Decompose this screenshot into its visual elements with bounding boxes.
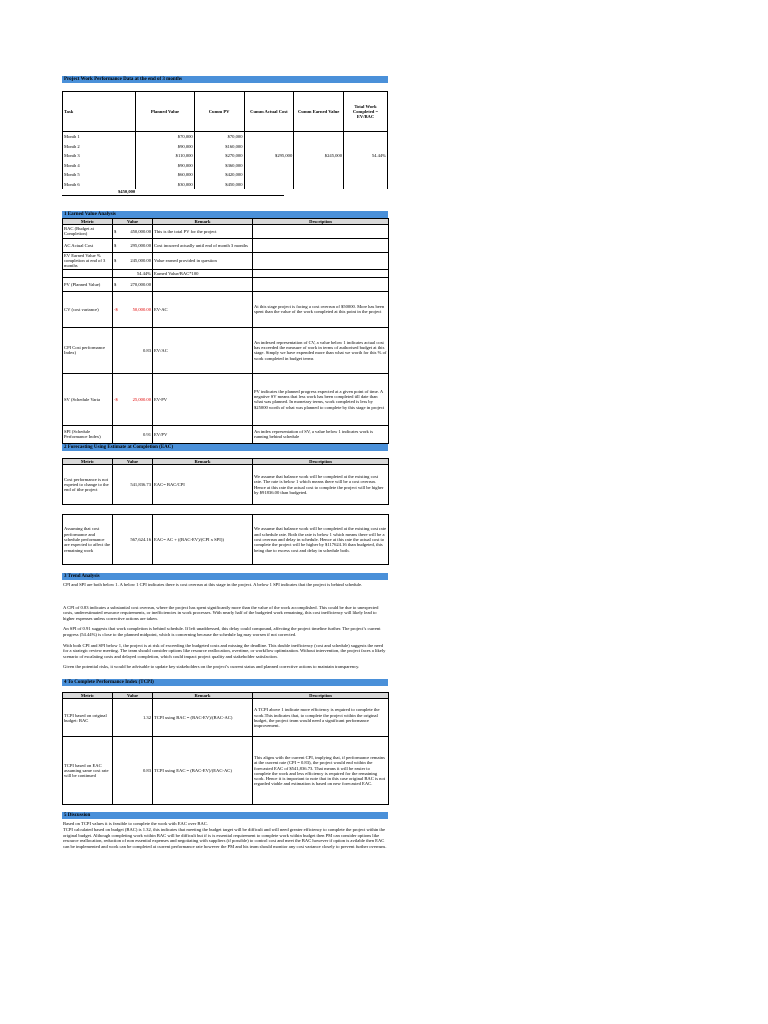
paragraph: Based on TCPI values it is feasible to complete the work with EAC over BAC. bbox=[63, 821, 208, 827]
header-task: Task bbox=[63, 92, 136, 132]
cumm-ac-cell bbox=[244, 180, 294, 190]
value-number: 54.44% bbox=[136, 270, 151, 276]
metric-cell: Cost performance is not expeted to change to the end of tthe project bbox=[63, 465, 113, 505]
table-row bbox=[63, 238, 389, 252]
report-page bbox=[62, 76, 388, 849]
cumm-ac-cell: $295,000 bbox=[244, 151, 294, 161]
section-title-bar bbox=[62, 812, 388, 819]
description-cell bbox=[253, 269, 389, 277]
section-title-bar bbox=[62, 76, 388, 83]
header-metric: Metric bbox=[63, 218, 113, 224]
currency-sign: $ bbox=[114, 228, 117, 234]
value-cell: 1.32 bbox=[113, 699, 153, 737]
table-row bbox=[63, 151, 388, 161]
table-row bbox=[63, 327, 389, 373]
currency-sign: -$ bbox=[114, 396, 118, 402]
description-cell: At this stage project is facing a cost overrun of $50000. More has been spent than the value of the work completed at this point in the project bbox=[253, 291, 389, 327]
tcpi-table bbox=[62, 692, 389, 805]
planned-value-cell: $60,000 bbox=[136, 170, 195, 180]
value-cell: 567,624.16 bbox=[113, 515, 153, 565]
eac-table bbox=[62, 458, 389, 505]
section-title: 4 To Complete Performance Index (TCPI) bbox=[64, 680, 154, 686]
value-cell bbox=[113, 373, 153, 425]
value-cell bbox=[113, 291, 153, 327]
table-row bbox=[63, 269, 389, 277]
planned-value-cell: $110,000 bbox=[136, 151, 195, 161]
planned-value-cell: $30,000 bbox=[136, 180, 195, 190]
value-number: 0.83 bbox=[142, 347, 151, 353]
metric-cell: PV (Planned Value) bbox=[63, 277, 113, 291]
description-cell: A TCPI above 1 indicate more efficiency is required to complete the work.This indicates that, to complete the project within the original budget, the project team would need a significant performance improvement. bbox=[253, 699, 389, 737]
section-title: 3 Trend Analysis bbox=[64, 574, 100, 580]
value-cell bbox=[113, 269, 153, 277]
header-metric: Metric bbox=[63, 458, 113, 464]
description-cell: This aligns with the current CPI, implying that, if performance remains at the current rate (CPI = 0.83), the project would end within the forecasted EAC of $541,836.73. That means it will be easier to complete the work and less efficiency is required for the remaining work. Hence it is important to note that in this case original BAC is not regarded viable and estimation is based on new forecasted EAC. bbox=[253, 737, 389, 805]
cumm-ev-cell bbox=[294, 142, 344, 152]
value-number: 0.91 bbox=[142, 431, 151, 437]
metric-cell: CPI Cost performance Index) bbox=[63, 327, 113, 373]
remark-cell: EV-AC bbox=[153, 291, 253, 327]
paragraph: A CPI of 0.83 indicates a substantial cost overrun, where the project has spent significantly more than the value of the work accomplished. This could be due to unexpected costs, underestimated resource requirements, or inefficiencies in work processes. With nearly half of the budgeted work remaining, this cost inefficiency will likely lead to higher expenses unless corrective actions are taken. bbox=[63, 604, 379, 621]
value-cell bbox=[113, 252, 153, 269]
currency-sign: $ bbox=[114, 242, 117, 248]
metric-cell: TCPI based on original budget: BAC bbox=[63, 699, 113, 737]
description-cell bbox=[253, 277, 389, 291]
section-title: 2 Forecasting Using Estimate at Completion (EAC) bbox=[64, 444, 174, 450]
paragraph: An SPI of 0.91 suggests that work completion is behind schedule. If left unaddressed, this delay could compound, affecting the project timeline further. The project’s current progress (54.44%) is close to the planned midpoint, which is concerning because the schedule lag may worsen if not corrected. bbox=[63, 626, 381, 638]
value-cell bbox=[113, 224, 153, 238]
table-row bbox=[63, 425, 389, 443]
cumm-ev-cell bbox=[294, 132, 344, 142]
value-cell bbox=[113, 277, 153, 291]
table-row bbox=[63, 277, 389, 291]
metric-cell: AC Actual Cost bbox=[63, 238, 113, 252]
total-work-cell bbox=[344, 161, 388, 171]
cumm-ac-cell bbox=[244, 132, 294, 142]
section-title: 1 Earned Value Analysis bbox=[64, 211, 116, 217]
task-cell: Month 6 bbox=[63, 180, 136, 190]
planned-value-cell: $70,000 bbox=[136, 132, 195, 142]
remark-cell: Value earned provided in question bbox=[153, 252, 253, 269]
table-row bbox=[63, 291, 389, 327]
paragraph: Given the potential risks, it would be advisable to update key stakeholders on the project’s current status and planned corrective actions to maintain transparency. bbox=[63, 664, 360, 670]
cumm-pv-cell: $70,000 bbox=[194, 132, 244, 142]
section-title: Project Work Performance Data at the end of 3 months bbox=[64, 77, 182, 82]
header-metric: Metric bbox=[63, 693, 113, 699]
description-cell bbox=[253, 238, 389, 252]
value-number: 270,000.00 bbox=[130, 281, 151, 287]
cumm-ac-cell bbox=[244, 170, 294, 180]
table-row bbox=[63, 737, 389, 805]
table-row bbox=[63, 170, 388, 180]
description-cell: An index representation of SV, a value below 1 indicates work is running behind schedule bbox=[253, 425, 389, 443]
description-cell: We assume that balance work will be completed at the existing cost rate and schedule rate. Both the rate is below 1 which means there will be a cost overrun and delay in schedule. Hence at this rate the actual cost to complete the project will be higher by $117624.16 than budgeted, this being due to excess cost and delay in schedule both. bbox=[253, 515, 389, 565]
remark-cell: TCPI using EAC = (BAC-EV)/(EAC-AC) bbox=[153, 737, 253, 805]
cumm-pv-cell: $420,000 bbox=[194, 170, 244, 180]
header-remark: Remark bbox=[153, 218, 253, 224]
header-value: Value bbox=[113, 218, 153, 224]
header-planned-value: Planned Value bbox=[136, 92, 195, 132]
metric-cell: CV (cost variance) bbox=[63, 291, 113, 327]
currency-sign: -$ bbox=[114, 306, 118, 312]
total-work-cell bbox=[344, 132, 388, 142]
task-cell: Month 5 bbox=[63, 170, 136, 180]
header-description: Description bbox=[253, 458, 389, 464]
table-row bbox=[63, 132, 388, 142]
remark-cell: EAC= BAC/CPI bbox=[153, 465, 253, 505]
remark-cell: EV-PV bbox=[153, 373, 253, 425]
planned-value-cell: $90,000 bbox=[136, 142, 195, 152]
value-number: 50,000.00 bbox=[132, 306, 151, 312]
metric-cell: Assuming that cost performance and schedule performance are expected to affect the remaining work bbox=[63, 515, 113, 565]
value-cell: 0.83 bbox=[113, 737, 153, 805]
value-cell bbox=[113, 238, 153, 252]
cumm-pv-cell: $270,000 bbox=[194, 151, 244, 161]
section-title: 5 Discussion bbox=[64, 813, 91, 819]
header-value: Value bbox=[113, 693, 153, 699]
currency-sign: $ bbox=[114, 281, 117, 287]
section-title-bar bbox=[62, 573, 388, 580]
table-row bbox=[63, 373, 389, 425]
task-cell: Month 2 bbox=[63, 142, 136, 152]
metric-cell: TCPI based on EAC assuming same cost rate will be continued bbox=[63, 737, 113, 805]
header-description: Description bbox=[253, 218, 389, 224]
total-row bbox=[62, 189, 284, 196]
description-cell: We assume that balance work will be completed at the existing cost rate. The rate is below 1 which means there will be a cost overrun. Hence at this rate the actual cost to complete the project will be higher by $91836.00 than budgeted. bbox=[253, 465, 389, 505]
cumm-pv-cell: $450,000 bbox=[194, 180, 244, 190]
metric-cell: EV Earned Value % completion at end of 3 months bbox=[63, 252, 113, 269]
table-row bbox=[63, 252, 389, 269]
header-remark: Remark bbox=[153, 458, 253, 464]
paragraph: TCPI calculated based on budget (BAC) is 1.32, this indicates that meeting the budget target will be difficult and will need greater efficiency to complete the project within the original budget. Although completing work within BAC will be difficult but if is is essential requirement to complete work within budget then PM can consider options like resource reallocation, reduction of non essential expenses and negotiating with suppliers (if possible) to control cost and meet the BAC however if option is avilable then EAC can be implemented and work can be completed at current performance rate however the PM and his team should monitor any cost variance closely to prevent further overruns. bbox=[63, 826, 387, 849]
performance-data-body bbox=[62, 132, 388, 189]
cumm-ev-cell bbox=[294, 161, 344, 171]
table-row bbox=[63, 515, 389, 565]
paragraph: With both CPI and SPI below 1, the project is at risk of exceeding the budgeted costs and missing the deadline. This double inefficiency (cost and schedule) suggests the need for a strategic review meeting. The team should consider options like resource reallocation, overtime, or workflow optimization. Without intervention, the project faces a likely scenario of escalating costs and delayed completion, which could impact project quality and stakeholder satisfaction. bbox=[63, 642, 386, 659]
earned-value-table bbox=[62, 218, 389, 444]
value-number: 450,000.00 bbox=[130, 228, 151, 234]
remark-cell: Cost incurred actually until end of month 3 months bbox=[153, 238, 253, 252]
task-cell: Month 4 bbox=[63, 161, 136, 171]
value-number: 25,000.00 bbox=[132, 396, 151, 402]
metric-cell: SPI (Schedule Performance Index) bbox=[63, 425, 113, 443]
value-cell bbox=[113, 425, 153, 443]
header-value: Value bbox=[113, 458, 153, 464]
description-cell bbox=[253, 252, 389, 269]
remark-cell bbox=[153, 277, 253, 291]
remark-cell: Earned Value/BAC*100 bbox=[153, 269, 253, 277]
table-row bbox=[63, 161, 388, 171]
cumm-ac-cell bbox=[244, 142, 294, 152]
value-cell bbox=[113, 327, 153, 373]
table-row bbox=[63, 224, 389, 238]
remark-cell: EV/PV bbox=[153, 425, 253, 443]
table-row bbox=[63, 180, 388, 190]
header-cumm-ac: Cumm Actual Cost bbox=[244, 92, 294, 132]
currency-sign: $ bbox=[114, 258, 117, 264]
value-number: 295,000.00 bbox=[130, 242, 151, 248]
total-work-cell: 54.44% bbox=[344, 151, 388, 161]
value-number: 245,000.00 bbox=[130, 258, 151, 264]
remark-cell: TCPI using BAC = (BAC-EV)/(BAC-AC) bbox=[153, 699, 253, 737]
metric-cell: BAC (Budget at Completion) bbox=[63, 224, 113, 238]
description-cell bbox=[253, 224, 389, 238]
header-cumm-pv: Cumm PV bbox=[194, 92, 244, 132]
task-cell: Month 3 bbox=[63, 151, 136, 161]
performance-data-table bbox=[62, 91, 388, 132]
table-row bbox=[63, 142, 388, 152]
discussion-text bbox=[62, 819, 388, 849]
section-title-bar bbox=[62, 679, 388, 686]
total-work-cell bbox=[344, 142, 388, 152]
table-header-row bbox=[63, 92, 388, 132]
remark-cell: EAC= AC + ((BAC-EV)/(CPI x SPI)) bbox=[153, 515, 253, 565]
section-title-bar bbox=[62, 444, 388, 451]
remark-cell: EV/AC bbox=[153, 327, 253, 373]
value-cell: 541,836.73 bbox=[113, 465, 153, 505]
table-row bbox=[63, 699, 389, 737]
header-description: Description bbox=[253, 693, 389, 699]
paragraph: CPI and SPI are both below 1. A below 1 CPI indicates there is cost overrun at this stage in the project. A below 1 SPI indicates that the project is behind schedule. bbox=[63, 582, 363, 588]
total-work-cell bbox=[344, 170, 388, 180]
remark-cell: This is the total PV for the project bbox=[153, 224, 253, 238]
header-remark: Remark bbox=[153, 693, 253, 699]
description-cell: PV indicates the planned progress expected at a given point of time. A negative SV means that less work has been completed till date than what was planned. In monetary terms, work completed is less by $25000 worth of what was planned to complete by this stage in project bbox=[253, 373, 389, 425]
cumm-ac-cell bbox=[244, 161, 294, 171]
total-work-cell bbox=[344, 180, 388, 190]
metric-cell: SV (Schedule Varia bbox=[63, 373, 113, 425]
header-total-work: Total Work Completed = EV/BAC bbox=[344, 92, 388, 132]
cumm-ev-cell bbox=[294, 180, 344, 190]
task-cell: Month 1 bbox=[63, 132, 136, 142]
cumm-pv-cell: $160,000 bbox=[194, 142, 244, 152]
section-title-bar bbox=[62, 211, 388, 218]
table-row bbox=[63, 465, 389, 505]
total-value: $450,000 bbox=[118, 189, 136, 194]
cumm-pv-cell: $360,000 bbox=[194, 161, 244, 171]
cumm-ev-cell: $245,000 bbox=[294, 151, 344, 161]
trend-analysis-text bbox=[62, 580, 388, 670]
cumm-ev-cell bbox=[294, 170, 344, 180]
header-cumm-ev: Cumm Earned Value bbox=[294, 92, 344, 132]
eac-table-2 bbox=[62, 514, 389, 565]
metric-cell bbox=[63, 269, 113, 277]
description-cell: An indexed representation of CV, a value below 1 indicates actual cost has exceeded the measure of work in terms of authorised budget at this stage. Simply we have expended more than what we worth for this % of work completed in budget terms bbox=[253, 327, 389, 373]
planned-value-cell: $90,000 bbox=[136, 161, 195, 171]
